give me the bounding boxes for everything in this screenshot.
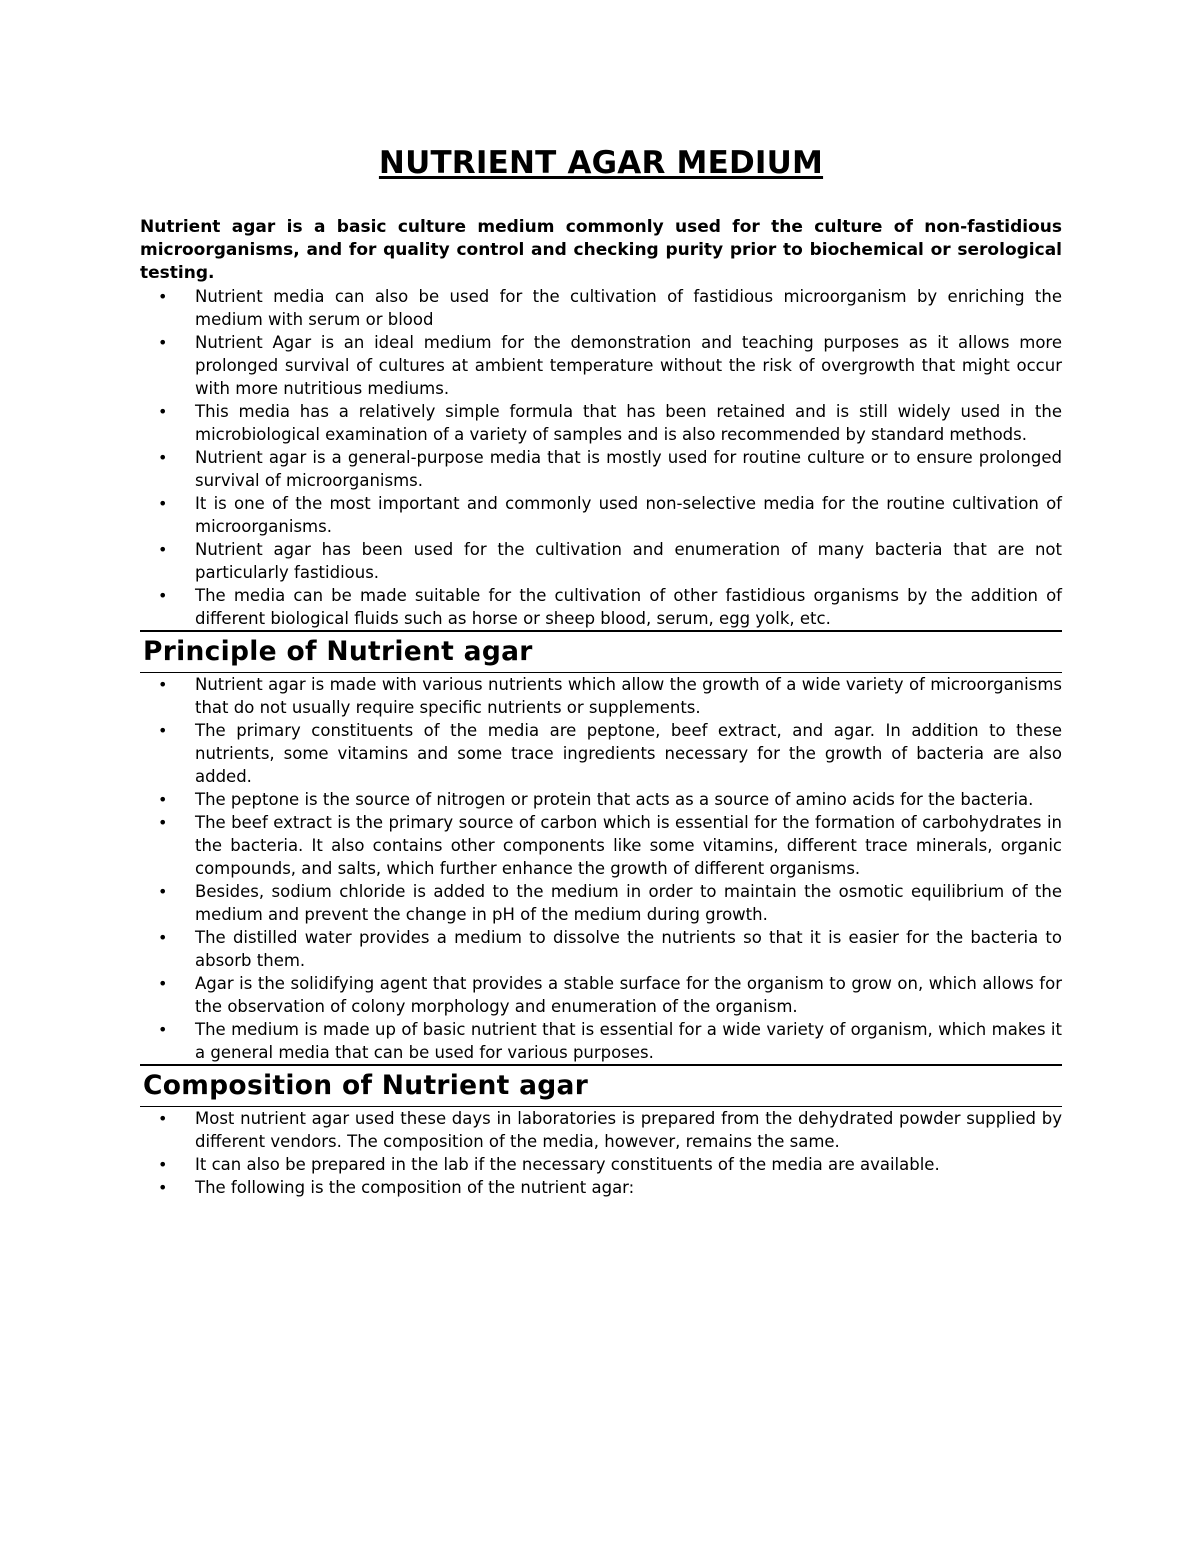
list-item — [140, 584, 1062, 630]
bullet-icon: • — [158, 494, 168, 513]
list-item — [140, 972, 1062, 1018]
list-item — [140, 880, 1062, 926]
list-item — [140, 285, 1062, 331]
list-item-text: Besides, sodium chloride is added to the medium in order to maintain the osmotic equilibrium of the medium and prevent the change in pH of the medium during growth. — [195, 882, 1062, 924]
list-item — [140, 400, 1062, 446]
bullet-icon: • — [158, 882, 168, 901]
list-item — [140, 538, 1062, 584]
list-item — [140, 1176, 1062, 1199]
bullet-icon: • — [158, 928, 168, 947]
list-item-text: The beef extract is the primary source of carbon which is essential for the formation of carbohydrates in the bacteria. It also contains other components like some vitamins, different trace minerals, organic compounds, and salts, which further enhance the growth of different organisms. — [195, 813, 1062, 878]
bullet-icon: • — [158, 790, 168, 809]
principle-heading: Principle of Nutrient agar — [140, 630, 1062, 673]
bullet-icon: • — [158, 1178, 168, 1197]
list-item — [140, 492, 1062, 538]
bullet-icon: • — [158, 1109, 168, 1128]
list-item-text: The media can be made suitable for the cultivation of other fastidious organisms by the addition of different biological fluids such as horse or sheep blood, serum, egg yolk, etc. — [195, 586, 1062, 628]
principle-bullet-list — [140, 673, 1062, 1064]
list-item-text: The primary constituents of the media are peptone, beef extract, and agar. In addition to these nutrients, some vitamins and some trace ingredients necessary for the growth of bacteria are also added. — [195, 721, 1062, 786]
list-item-text: The distilled water provides a medium to dissolve the nutrients so that it is easier for the bacteria to absorb them. — [195, 928, 1062, 970]
bullet-icon: • — [158, 974, 168, 993]
bullet-icon: • — [158, 721, 168, 740]
list-item — [140, 1153, 1062, 1176]
list-item — [140, 446, 1062, 492]
list-item-text: Nutrient media can also be used for the cultivation of fastidious microorganism by enriching the medium with serum or blood — [195, 287, 1062, 329]
list-item-text: It is one of the most important and commonly used non-selective media for the routine cultivation of microorganisms. — [195, 494, 1062, 536]
list-item-text: Nutrient agar is a general-purpose media that is mostly used for routine culture or to ensure prolonged survival of microorganisms. — [195, 448, 1062, 490]
bullet-icon: • — [158, 448, 168, 467]
list-item — [140, 673, 1062, 719]
list-item — [140, 331, 1062, 400]
list-item-text: Most nutrient agar used these days in laboratories is prepared from the dehydrated powder supplied by different vendors. The composition of the media, however, remains the same. — [195, 1109, 1062, 1151]
list-item-text: Nutrient agar is made with various nutrients which allow the growth of a wide variety of microorganisms that do not usually require specific nutrients or supplements. — [195, 675, 1062, 717]
list-item-text: Agar is the solidifying agent that provides a stable surface for the organism to grow on, which allows for the observation of colony morphology and enumeration of the organism. — [195, 974, 1062, 1016]
list-item — [140, 788, 1062, 811]
list-item — [140, 719, 1062, 788]
list-item-text: The medium is made up of basic nutrient that is essential for a wide variety of organism, which makes it a general media that can be used for various purposes. — [195, 1020, 1062, 1062]
list-item — [140, 926, 1062, 972]
list-item-text: Nutrient agar has been used for the cultivation and enumeration of many bacteria that are not particularly fastidious. — [195, 540, 1062, 582]
document-page — [140, 140, 1062, 1199]
composition-bullet-list — [140, 1107, 1062, 1199]
bullet-icon: • — [158, 813, 168, 832]
list-item-text: The following is the composition of the nutrient agar: — [195, 1178, 635, 1197]
bullet-icon: • — [158, 586, 168, 605]
list-item — [140, 811, 1062, 880]
bullet-icon: • — [158, 675, 168, 694]
document-title: NUTRIENT AGAR MEDIUM — [378, 145, 824, 181]
list-item — [140, 1018, 1062, 1064]
bullet-icon: • — [158, 1020, 168, 1039]
bullet-icon: • — [158, 1155, 168, 1174]
list-item-text: It can also be prepared in the lab if the necessary constituents of the media are available. — [195, 1155, 940, 1174]
list-item — [140, 1107, 1062, 1153]
bullet-icon: • — [158, 540, 168, 559]
bullet-icon: • — [158, 333, 168, 352]
bullet-icon: • — [158, 402, 168, 421]
intro-paragraph: Nutrient agar is a basic culture medium commonly used for the culture of non-fastidious microorganisms, and for quality control and checking purity prior to biochemical or serological testing. — [140, 217, 1062, 283]
composition-heading: Composition of Nutrient agar — [140, 1064, 1062, 1107]
list-item-text: Nutrient Agar is an ideal medium for the demonstration and teaching purposes as it allows more prolonged survival of cultures at ambient temperature without the risk of overgrowth that might occur with more nutritious mediums. — [195, 333, 1062, 398]
list-item-text: This media has a relatively simple formula that has been retained and is still widely used in the microbiological examination of a variety of samples and is also recommended by standard methods. — [195, 402, 1062, 444]
intro-bullet-list — [140, 285, 1062, 630]
list-item-text: The peptone is the source of nitrogen or protein that acts as a source of amino acids for the bacteria. — [195, 790, 1034, 809]
bullet-icon: • — [158, 287, 168, 306]
